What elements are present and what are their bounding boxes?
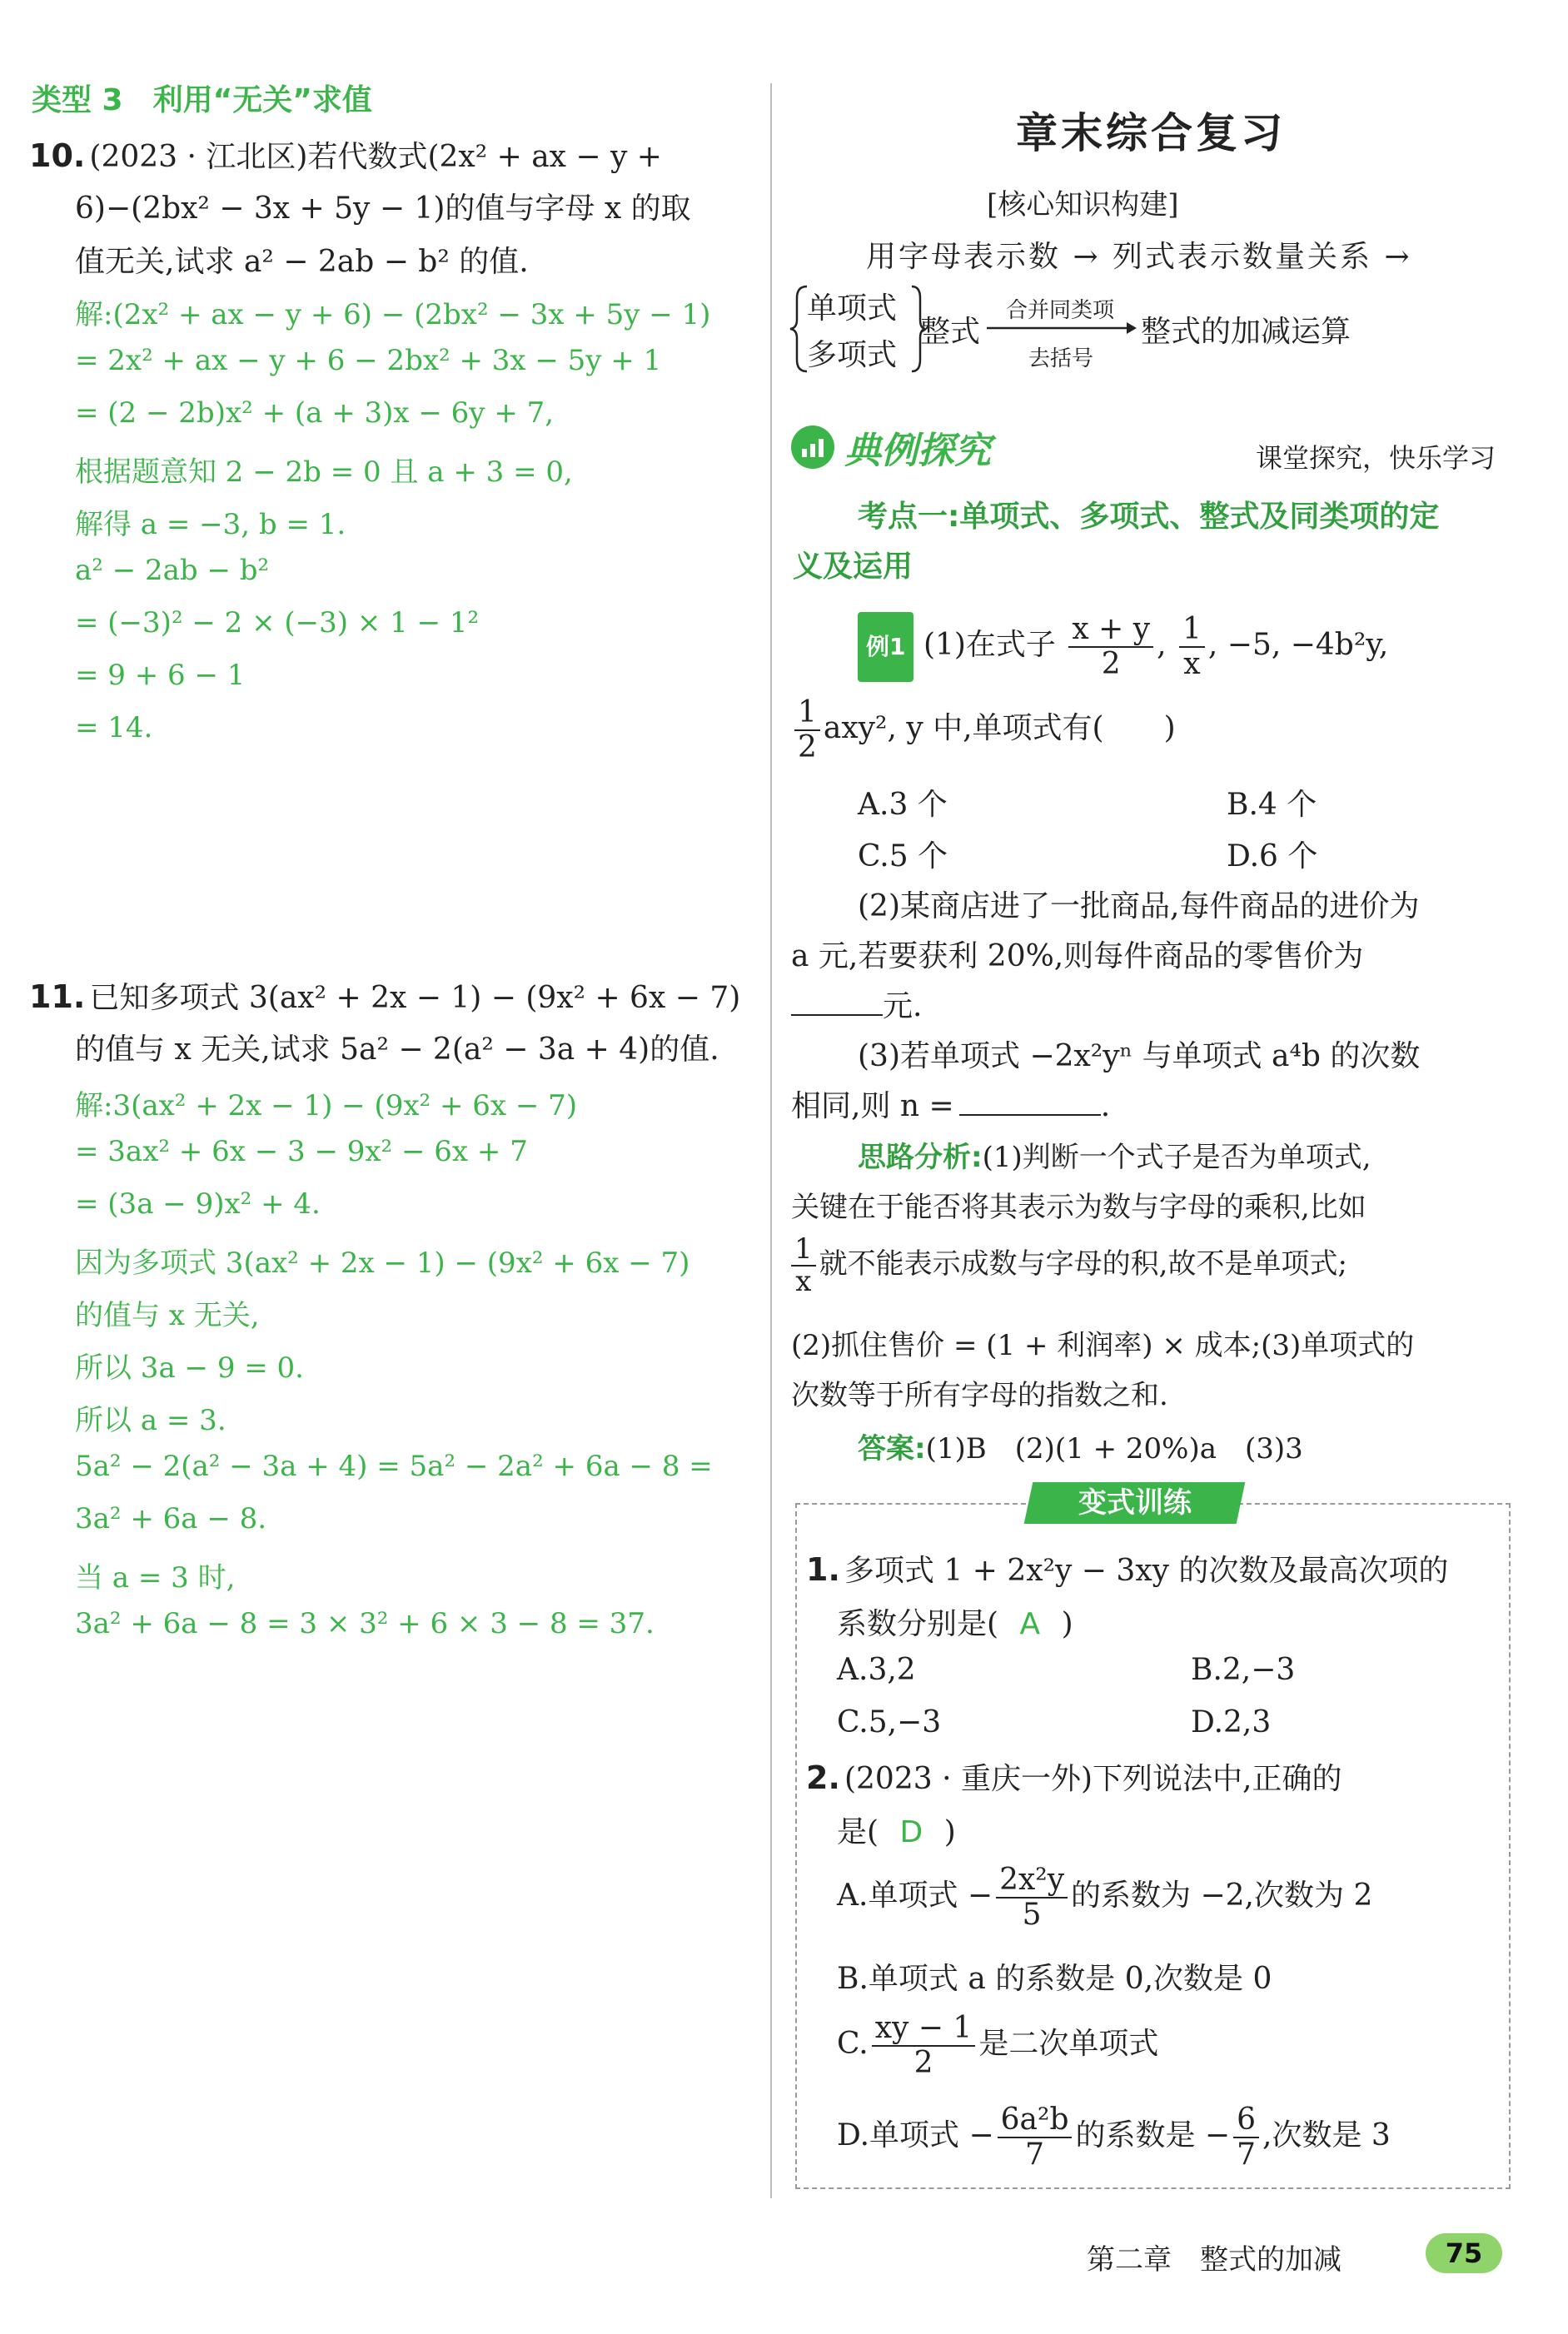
option-text: 的系数为 −2,次数为 2 — [1071, 1879, 1373, 1913]
example-1-part-1-line-2 — [791, 695, 1176, 764]
arrow-bottom-label: 去括号 — [1028, 346, 1094, 371]
analysis-line — [858, 1134, 1371, 1175]
option: A.3,2 — [837, 1653, 916, 1687]
section-subtitle: 课堂探究，快乐学习 — [1256, 442, 1496, 474]
option-b: B.单项式 a 的系数是 0,次数是 0 — [837, 1962, 1272, 1996]
question-number: 11. — [29, 978, 86, 1015]
denominator: 2 — [1101, 647, 1121, 681]
answer-choice: A — [1019, 1607, 1041, 1641]
option-a — [837, 1859, 1372, 1933]
question-text: 值无关,试求 a² − 2ab − b² 的值. — [75, 245, 529, 279]
solution-line: 当 a = 3 时, — [75, 1561, 236, 1595]
question-text: ) — [943, 1815, 956, 1849]
question-text: (2023 · 江北区)若代数式(2x² + ax − y + — [89, 140, 662, 174]
solution-line: = 3ax² + 6x − 3 − 9x² − 6x + 7 — [75, 1135, 528, 1168]
option-text: 的系数是 − — [1075, 2118, 1231, 2152]
question-text: 元. — [883, 989, 923, 1023]
fraction — [791, 1234, 816, 1298]
kaodian-heading: 义及运用 — [793, 550, 913, 584]
option-c — [837, 2007, 1158, 2082]
numerator: 6 — [1233, 2103, 1259, 2138]
column-divider — [770, 83, 772, 2198]
solution-line: 根据题意知 2 − 2b = 0 且 a + 3 = 0, — [75, 455, 573, 489]
solution-line: 5a² − 2(a² − 3a + 4) = 5a² − 2a² + 6a − 8 = — [75, 1450, 713, 1483]
denominator: 7 — [1237, 2137, 1256, 2172]
answer-label: 答案: — [858, 1432, 926, 1466]
answer-blank — [959, 1114, 1101, 1116]
answer-line — [858, 1426, 1303, 1466]
numerator: 1 — [794, 696, 820, 731]
chapter-title: 章末综合复习 — [1016, 109, 1286, 157]
numerator: 1 — [791, 1234, 816, 1267]
answer-blank — [791, 1014, 883, 1016]
option: B.2,−3 — [1191, 1653, 1296, 1687]
denominator: x — [1183, 647, 1201, 681]
example-1-part-1: 例1 (1)在式子 $\frac{x + y}{2}$ , $\frac{1}{x}$ , −5, −4b²y, — [858, 612, 1388, 682]
analysis-line — [791, 1231, 1347, 1297]
concept-line: 用字母表示数 → 列式表示数量关系 → — [866, 240, 1412, 274]
option-text: C. — [837, 2027, 869, 2061]
solution-line: 因为多项式 3(ax² + 2x − 1) − (9x² + 6x − 7) — [75, 1247, 690, 1280]
bar-chart-icon — [791, 425, 834, 469]
solution-line: 解:3(ax² + 2x − 1) − (9x² + 6x − 7) — [75, 1089, 578, 1122]
question-text-with-blank: 相同,则 n = . — [791, 1089, 1111, 1123]
solution-line: 解:(2x² + ax − y + 6) − (2bx² − 3x + 5y − 1) — [75, 298, 711, 331]
question-text: 相同,则 n = — [791, 1089, 954, 1123]
question-text-with-answer — [837, 1809, 956, 1851]
operation-result-label: 整式的加减运算 — [1141, 315, 1351, 349]
denominator: 2 — [798, 730, 817, 764]
denominator: 2 — [913, 2046, 933, 2080]
core-knowledge-label: [核心知识构建] — [987, 188, 1179, 221]
fraction — [1233, 2103, 1259, 2171]
solution-line: = (2 − 2b)x² + (a + 3)x − 6y + 7, — [75, 396, 555, 430]
solution-line: = 2x² + ax − y + 6 − 2bx² + 3x − 5y + 1 — [75, 344, 662, 377]
training-question-1 — [806, 1547, 1448, 1590]
section-logo — [791, 421, 991, 474]
example-badge: 例1 — [858, 612, 913, 682]
question-10 — [29, 133, 662, 176]
footer-chapter: 第二章 整式的加减 — [1087, 2243, 1342, 2277]
question-text: 多项式 1 + 2x²y − 3xy 的次数及最高次项的 — [844, 1554, 1449, 1588]
option: A.3 个 — [858, 788, 948, 822]
fraction — [996, 1864, 1068, 1931]
question-text: ) — [1061, 1607, 1073, 1641]
fraction — [1068, 613, 1153, 680]
numerator: x + y — [1068, 613, 1153, 648]
question-text: axy², y 中,单项式有( ) — [823, 711, 1176, 745]
option-d — [837, 2098, 1391, 2173]
solution-line: 的值与 x 无关, — [75, 1299, 260, 1332]
option-text: 是二次单项式 — [978, 2027, 1159, 2061]
fraction — [872, 2012, 976, 2079]
analysis-text: (1)判断一个式子是否为单项式, — [982, 1141, 1371, 1174]
type-heading: 类型 3 利用“无关”求值 — [32, 83, 372, 117]
analysis-text: 就不能表示成数与字母的积,故不是单项式; — [819, 1247, 1347, 1281]
option-text: A.单项式 − — [837, 1879, 993, 1913]
polynomial-label: 多项式 — [807, 338, 898, 372]
question-text-with-blank — [791, 983, 922, 1025]
tab-label: 变式训练 — [1078, 1486, 1192, 1520]
solution-line: 3a² + 6a − 8 = 3 × 3² + 6 × 3 − 8 = 37. — [75, 1607, 655, 1640]
fraction — [794, 696, 820, 764]
question-text: 的值与 x 无关,试求 5a² − 2(a² − 3a + 4)的值. — [75, 1033, 719, 1067]
numerator: 2x²y — [996, 1864, 1068, 1899]
option-text: D.单项式 − — [837, 2118, 994, 2152]
analysis-text: (2)抓住售价 = (1 + 利润率) × 成本;(3)单项式的 — [791, 1329, 1415, 1362]
question-text: (1)在式子 — [923, 628, 1056, 662]
kaodian-heading: 考点一:单项式、多项式、整式及同类项的定 — [858, 500, 1440, 534]
analysis-text: 次数等于所有字母的指数之和. — [791, 1379, 1168, 1412]
question-11 — [29, 974, 740, 1017]
solution-line: a² − 2ab − b² — [75, 554, 270, 587]
numerator: xy − 1 — [872, 2012, 976, 2047]
answer-choice: D — [899, 1815, 923, 1849]
fraction — [998, 2103, 1073, 2171]
answer-text: (1)B (2)(1 + 20%)a (3)3 — [925, 1432, 1303, 1466]
concept-diagram — [787, 283, 1503, 375]
question-text: 6)−(2bx² − 3x + 5y − 1)的值与字母 x 的取 — [75, 192, 691, 226]
section-header — [791, 421, 991, 474]
question-text: 是( — [837, 1815, 879, 1849]
question-text: (2023 · 重庆一外)下列说法中,正确的 — [844, 1762, 1342, 1796]
section-title: 典例探究 — [844, 430, 991, 472]
analysis-text: 关键在于能否将其表示为数与字母的乘积,比如 — [791, 1191, 1366, 1224]
option: D.2,3 — [1191, 1705, 1272, 1739]
question-number: 1. — [806, 1551, 840, 1588]
option: C.5,−3 — [837, 1705, 942, 1739]
question-number: 2. — [806, 1759, 840, 1796]
denominator: x — [795, 1265, 812, 1298]
solution-line: = 9 + 6 − 1 — [75, 659, 246, 692]
option: B.4 个 — [1227, 788, 1317, 822]
question-text: , −5, −4b²y, — [1207, 628, 1389, 662]
solution-line: = (−3)² − 2 × (−3) × 1 − 1² — [75, 606, 480, 639]
question-text-with-answer — [837, 1600, 1073, 1643]
numerator: 6a²b — [998, 2103, 1073, 2138]
variant-training-tab — [1024, 1482, 1246, 1524]
arrow-right-icon — [987, 320, 1137, 336]
denominator: 7 — [1025, 2137, 1045, 2172]
solution-line: = (3a − 9)x² + 4. — [75, 1187, 321, 1221]
question-text: 系数分别是( — [837, 1607, 999, 1641]
solution-line: 3a² + 6a − 8. — [75, 1502, 267, 1535]
question-number: 10. — [29, 137, 86, 174]
arrow-top-label: 合并同类项 — [1006, 298, 1115, 323]
solution-line: 解得 a = −3, b = 1. — [75, 508, 346, 541]
denominator: 5 — [1022, 1898, 1042, 1932]
solution-line: 所以 a = 3. — [75, 1404, 226, 1437]
page-number: 75 — [1426, 2233, 1502, 2273]
fraction — [1179, 613, 1205, 680]
question-text: a 元,若要获利 20%,则每件商品的零售价为 — [791, 939, 1364, 973]
question-text: (2)某商店进了一批商品,每件商品的进价为 — [858, 889, 1420, 923]
integral-expression-label: 整式 — [920, 315, 981, 349]
option: D.6 个 — [1227, 839, 1318, 873]
analysis-label: 思路分析: — [858, 1141, 983, 1174]
numerator: 1 — [1179, 613, 1205, 648]
training-question-2 — [806, 1755, 1342, 1798]
question-text: (3)若单项式 −2x²yⁿ 与单项式 a⁴b 的次数 — [858, 1039, 1421, 1073]
solution-line: 所以 3a − 9 = 0. — [75, 1351, 304, 1385]
monomial-label: 单项式 — [807, 291, 898, 326]
question-text: 已知多项式 3(ax² + 2x − 1) − (9x² + 6x − 7) — [89, 981, 741, 1015]
solution-line: = 14. — [75, 711, 153, 744]
option-text: ,次数是 3 — [1262, 2118, 1391, 2152]
option: C.5 个 — [858, 839, 948, 873]
